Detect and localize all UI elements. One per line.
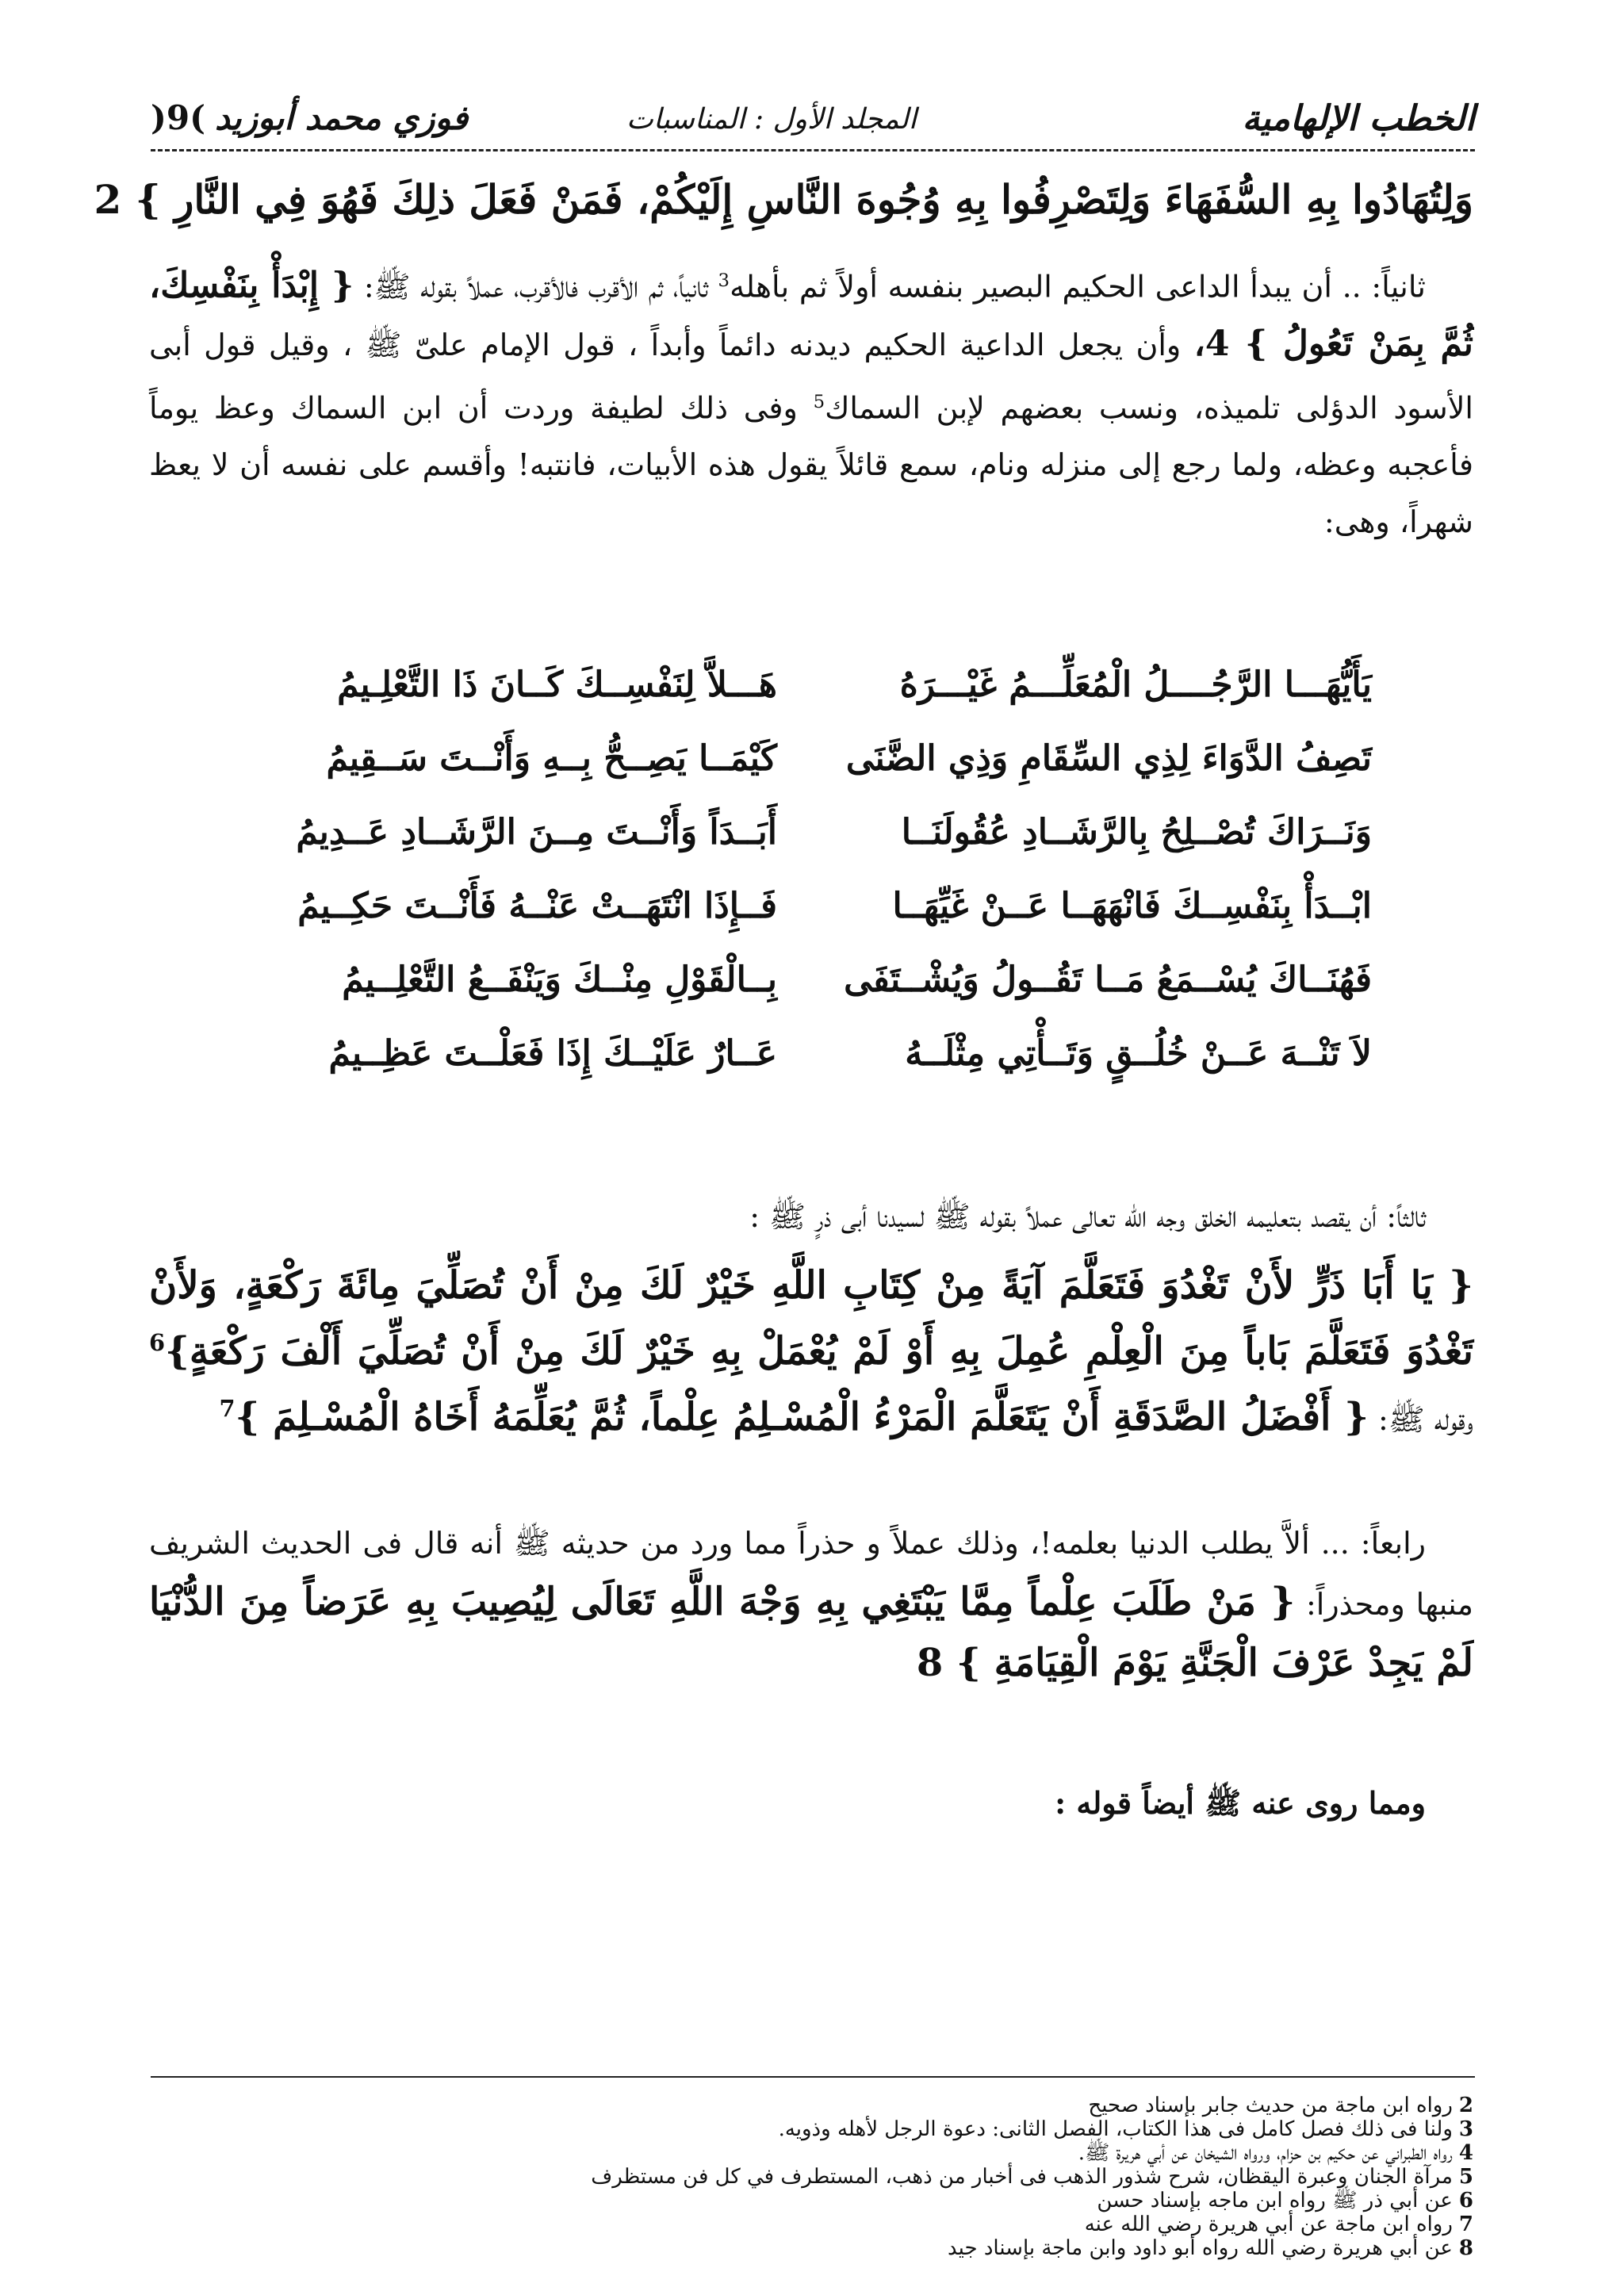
paragraph-fourth [149, 1515, 1473, 1694]
second-text-a: ثانياً: .. أن يبدأ الداعى الحكيم البصير بنفسه أولاً ثم بأهله [730, 269, 1426, 305]
third-text: ثالثاً: أن يقصد بتعليمه الخلق وجه الله تعالى عملاً بقوله ﷺ لسيدنا أبى ذرٍ ﷺ : [749, 1199, 1426, 1234]
fourth-text: رابعاً: ... ألاَّ يطلب الدنيا بعلمه!، وذلك عملاً و حذراً مما ورد من حديثه ﷺ أنه قال فى الحديث الشريف منبها ومحذراً: [149, 1526, 1473, 1622]
poem-hemistich-right: لاَ تَنْــهَ عَــنْ خُلُــقٍ وَتَــأْتِي مِثْلَــهُ [905, 1033, 1372, 1074]
footnote-5: 5مرآة الجنان وعبرة اليقظان، شرح شذور الذهب فى أخبار من ذهب، المستطرف في كل فن مستظرف [591, 2165, 1473, 2189]
paragraph-third [149, 1188, 1473, 1245]
footnote-4: 4رواه الطبراني عن حكيم بن حزام، ورواه الشيخان عن أبي هريرة ﷺ. [1078, 2141, 1473, 2165]
poem-hemistich-left: فَــإِذَا انْتَهَــتْ عَنْــهُ فَأَنْــتَ حَكِــيمُ [297, 886, 777, 926]
author-name: فوزي محمد أبوزيد [214, 98, 469, 137]
page-header [151, 94, 1475, 151]
footnote-ref-7: 7 [219, 1395, 236, 1422]
poem-hemistich-right: ابْــدَأْ بِنَفْسِــكَ فَانْهَهَــا عَــنْ غَيِّهَــا [892, 886, 1372, 926]
footnotes [149, 2094, 1473, 2260]
poem-hemistich-left: بِــالْقَوْلِ مِنْــكَ وَيَنْفَــعُ التَّعْلِــيمُ [342, 960, 777, 1000]
poem-hemistich-right: تَصِفُ الدَّوَاءَ لِذِي السِّقَامِ وَذِي الضَّنَى [845, 738, 1372, 779]
second-text-d: وفى ذلك لطيفة وردت أن ابن السماك وعظ يوماً فأعجبه وعظه، ولما رجع إلى منزله ونام، سمع قائلاً يقول هذه الأبيات، فانتبه! وأقسم على نفسه أن لا يعظ شهراً، وهى: [149, 390, 1473, 540]
hadith-2-intro: وقوله ﷺ: [1368, 1402, 1473, 1437]
closing-text: ومما روى عنه ﷺ أيضاً قوله : [1055, 1785, 1426, 1821]
footnote-7: 7رواه ابن ماجة عن أبي هريرة رضي الله عنه [1084, 2212, 1473, 2236]
footnote-3: 3ولنا فى ذلك فصل كامل فى هذا الكتاب، الفصل الثانى: دعوة الرجل لأهله وذويه. [778, 2117, 1473, 2141]
poem-verse [214, 738, 1419, 812]
book-title: الخطب الإلهامية [1242, 98, 1475, 139]
poem [214, 665, 1419, 1107]
paragraph-second [149, 252, 1473, 550]
fourth-hadith: { مَنْ طَلَبَ عِلْماً مِمَّا يَبْتَغِي بِهِ وَجْهَ اللَّهِ تَعَالَى لِيُصِيبَ بِهِ عَرَضاً مِنَ الدُّنْيَا لَمْ يَجِدْ عَرْفَ الْجَنَّةِ يَوْمَ الْقِيَامَةِ } 8 [149, 1580, 1473, 1685]
second-hadith: { إِبْدَأْ بِنَفْسِكَ، ثُمَّ بِمَنْ تَعُولُ } 4، [149, 265, 1473, 364]
poem-verse [214, 665, 1419, 738]
footnote-divider [151, 2076, 1475, 2078]
paragraph-closing [149, 1775, 1473, 1832]
poem-hemistich-left: هَـــلاَّ لِنَفْسِــكَ كَــانَ ذَا التَّعْلِـيمُ [337, 665, 777, 705]
poem-hemistich-left: عَــارٌ عَلَيْــكَ إِذَا فَعَلْــتَ عَظِــيمُ [328, 1033, 777, 1074]
page-number: )9( [151, 98, 205, 137]
footnote-ref-3: 3 [718, 270, 730, 291]
footnote-8: 8عن أبي هريرة رضي الله رواه أبو داود وابن ماجة بإسناد جيد [947, 2236, 1473, 2260]
footnote-ref-5: 5 [813, 391, 825, 412]
hadith-abu-dharr: { يَا أَبَا ذَرٍّ لأَنْ تَغْدُوَ فَتَعَلَّمَ آيَةً مِنْ كِتَابِ اللَّهِ خَيْرٌ لَكَ مِنْ أَنْ تُصَلِّيَ مِائَةَ رَكْعَةٍ، وَلأَنْ تَغْدُوَ فَتَعَلَّمَ بَاباً مِنَ الْعِلْمِ عُمِلَ بِهِ أَوْ لَمْ يُعْمَلْ بِهِ خَيْرٌ لَكَ مِنْ أَنْ تُصَلِّيَ أَلْفَ رَكْعَةٍ} [149, 1263, 1474, 1373]
second-text-c: وأن يجعل الداعية الحكيم ديدنه دائماً وأبداً ، قول الإمام علىّ ﷺ ، وقيل قول أبى الأسود الدؤلى تلميذه، ونسب بعضهم لإبن السماك [149, 327, 1473, 426]
author-and-page [151, 98, 468, 137]
poem-verse [214, 960, 1419, 1033]
poem-hemistich-right: يَأَيُّهَـــا الرَّجُــــلُ الْمُعَلِّـــمُ غَيْـــرَهُ [899, 665, 1372, 705]
volume-title: المجلد الأول : المناسبات [626, 103, 917, 136]
quote-line: وَلِتُهَادُوا بِهِ السُّفَهَاءَ وَلِتَصْرِفُوا بِهِ وُجُوهَ النَّاسِ إِلَيْكُمْ، فَمَنْ فَعَلَ ذلِكَ فَهُوَ فِي النَّارِ } 2 [94, 176, 1473, 223]
poem-verse [214, 1033, 1419, 1107]
hadith-block [149, 1257, 1473, 1448]
second-text-b: ثانياً، ثم الأقرب فالأقرب، عملاً بقوله ﷺ: [354, 269, 718, 305]
hadith-best-charity: { أَفْضَلُ الصَّدَقَةِ أَنْ يَتَعَلَّمَ الْمَرْءُ الْمُسْـلِمُ عِلْماً، ثُمَّ يُعَلِّمَهُ أَخَاهُ الْمُسْـلِمَ } [235, 1395, 1369, 1439]
poem-hemistich-left: كَيْمَــا يَصِــحُّ بِــهِ وَأَنْــتَ سَــقِيمُ [326, 738, 777, 779]
poem-verse [214, 886, 1419, 960]
footnote-6: 6عن أبي ذر ﷺ رواه ابن ماجه بإسناد حسن [1097, 2189, 1473, 2212]
poem-hemistich-right: فَهُنَــاكَ يُسْــمَعُ مَــا تَقُــولُ وَيُشْــتَفَى [844, 960, 1372, 1000]
poem-hemistich-right: وَنَــرَاكَ تُصْــلِحُ بِالرَّشَــادِ عُقُولَنَــا [901, 812, 1372, 852]
footnote-2: 2رواه ابن ماجة من حديث جابر بإسناد صحيح [1088, 2094, 1473, 2117]
poem-hemistich-left: أَبَــدَاً وَأَنْــتَ مِــنَ الرَّشَــادِ عَــدِيمُ [296, 812, 777, 852]
footnote-ref-6: 6 [149, 1329, 166, 1356]
poem-verse [214, 812, 1419, 886]
